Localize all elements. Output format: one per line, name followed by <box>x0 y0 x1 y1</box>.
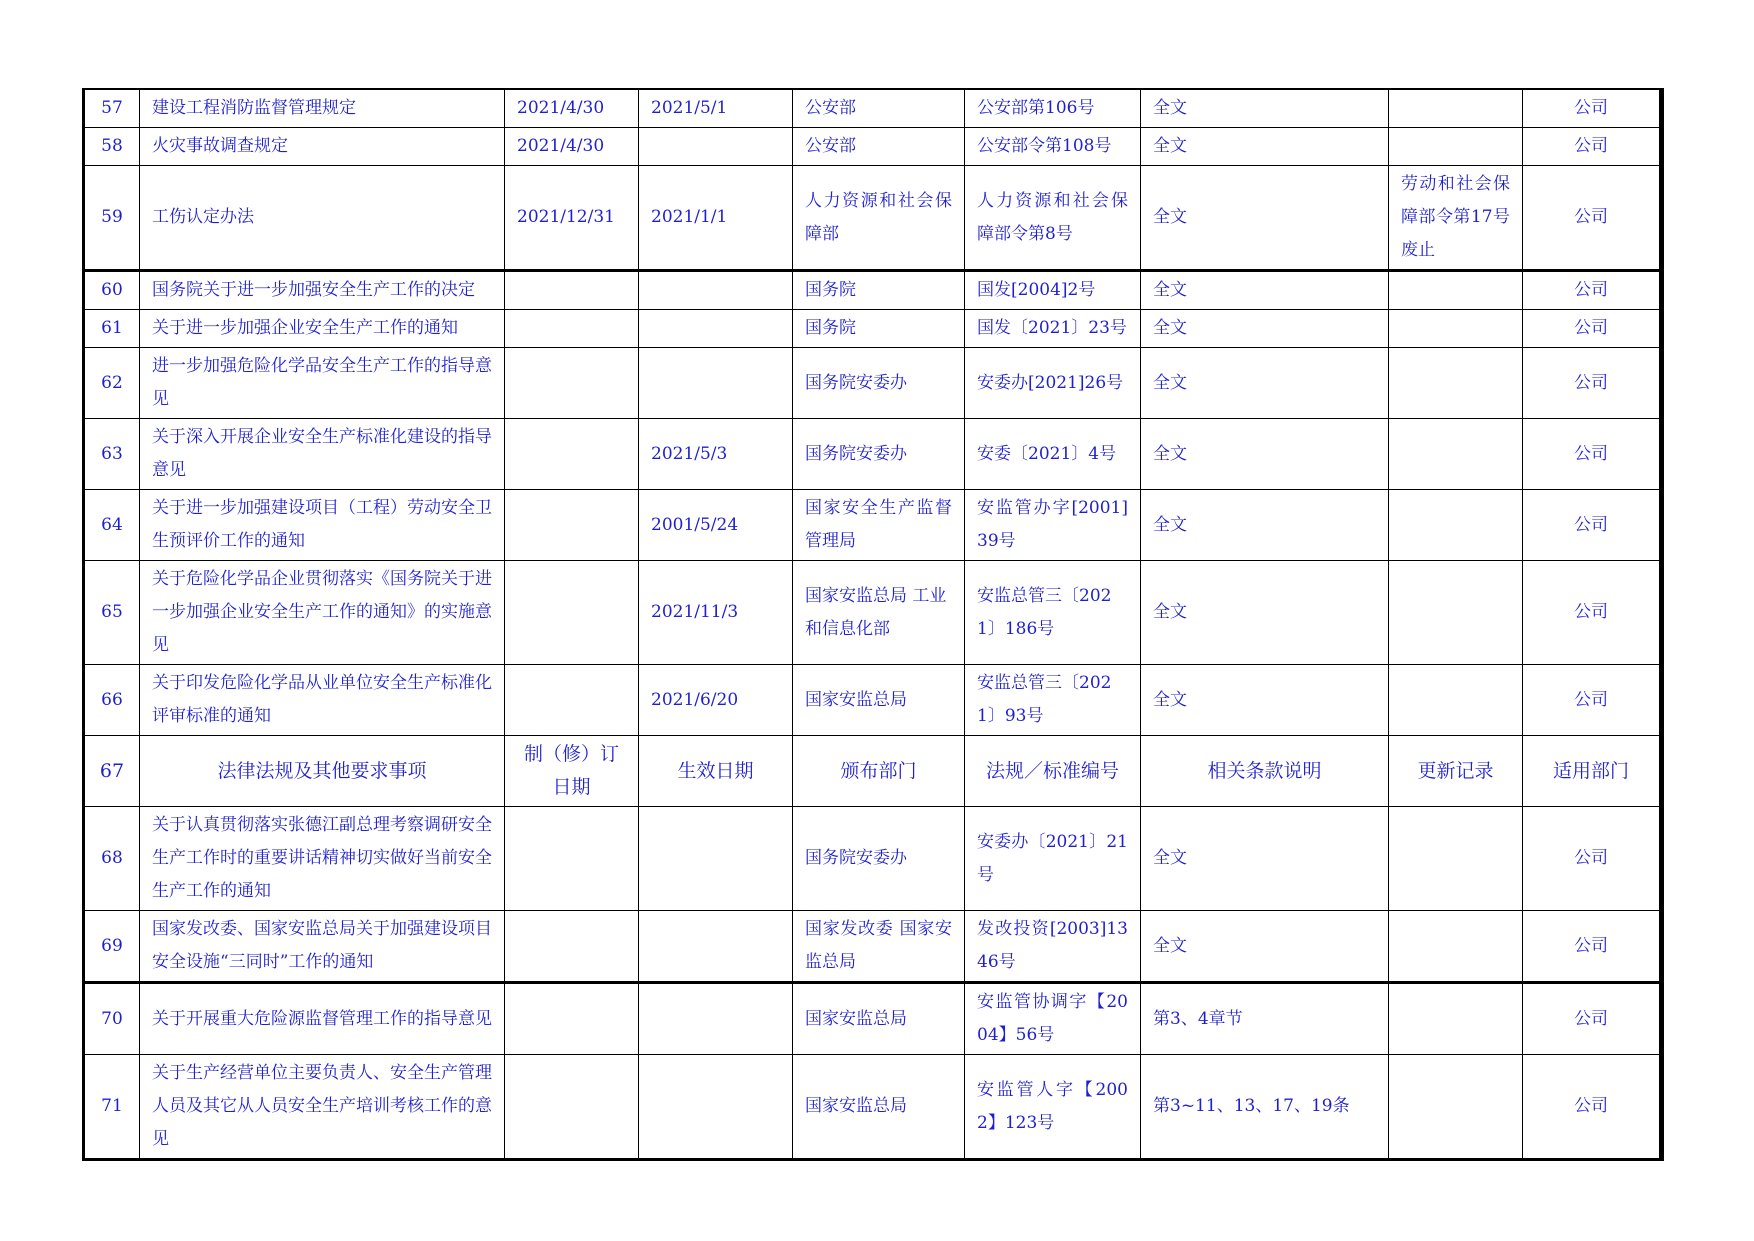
regulation-title: 关于进一步加强企业安全生产工作的通知 <box>140 310 505 348</box>
applicable-department: 公司 <box>1523 166 1662 271</box>
effective-date: 2021/5/1 <box>639 89 793 128</box>
revised-date: 2021/4/30 <box>505 128 639 166</box>
revised-date <box>505 419 639 490</box>
table-header-row <box>84 736 1662 807</box>
clause-description: 全文 <box>1141 128 1389 166</box>
row-number: 66 <box>84 665 140 736</box>
issuing-department: 国家发改委 国家安监总局 <box>793 911 965 983</box>
issuing-department: 公安部 <box>793 89 965 128</box>
clause-description: 全文 <box>1141 310 1389 348</box>
applicable-department: 公司 <box>1523 665 1662 736</box>
issuing-department: 国家安全生产监督管理局 <box>793 490 965 561</box>
applicable-department: 公司 <box>1523 1055 1662 1160</box>
effective-date: 2021/5/3 <box>639 419 793 490</box>
update-record: 劳动和社会保障部令第17号废止 <box>1389 166 1523 271</box>
revised-date <box>505 1055 639 1160</box>
revised-date <box>505 983 639 1055</box>
update-record <box>1389 665 1523 736</box>
table-row <box>84 166 1662 271</box>
revised-date <box>505 807 639 911</box>
table-row <box>84 561 1662 665</box>
update-record <box>1389 310 1523 348</box>
regulation-title: 建设工程消防监督管理规定 <box>140 89 505 128</box>
effective-date <box>639 807 793 911</box>
applicable-department: 公司 <box>1523 348 1662 419</box>
clause-description: 第3、4章节 <box>1141 983 1389 1055</box>
effective-date <box>639 1055 793 1160</box>
standard-code: 安监管人字【2002】123号 <box>965 1055 1141 1160</box>
row-number: 68 <box>84 807 140 911</box>
clause-description: 全文 <box>1141 665 1389 736</box>
table-row <box>84 89 1662 128</box>
regulation-title: 关于开展重大危险源监督管理工作的指导意见 <box>140 983 505 1055</box>
row-number: 69 <box>84 911 140 983</box>
header-effective-date: 生效日期 <box>639 736 793 807</box>
revised-date <box>505 348 639 419</box>
revised-date: 2021/4/30 <box>505 89 639 128</box>
update-record <box>1389 419 1523 490</box>
issuing-department: 国务院安委办 <box>793 419 965 490</box>
update-record <box>1389 911 1523 983</box>
effective-date: 2021/6/20 <box>639 665 793 736</box>
issuing-department: 国家安监总局 <box>793 983 965 1055</box>
table-row <box>84 807 1662 911</box>
header-clause-description: 相关条款说明 <box>1141 736 1389 807</box>
table-row <box>84 1055 1662 1160</box>
update-record <box>1389 807 1523 911</box>
standard-code: 安委办〔2021〕21号 <box>965 807 1141 911</box>
header-issuing-department: 颁布部门 <box>793 736 965 807</box>
effective-date <box>639 271 793 310</box>
row-number: 57 <box>84 89 140 128</box>
issuing-department: 国家安监总局 工业和信息化部 <box>793 561 965 665</box>
header-revised-date: 制（修）订日期 <box>505 736 639 807</box>
table-row <box>84 419 1662 490</box>
effective-date <box>639 348 793 419</box>
row-number: 65 <box>84 561 140 665</box>
revised-date: 2021/12/31 <box>505 166 639 271</box>
applicable-department: 公司 <box>1523 310 1662 348</box>
revised-date <box>505 310 639 348</box>
standard-code: 安委办[2021]26号 <box>965 348 1141 419</box>
issuing-department: 国务院 <box>793 310 965 348</box>
revised-date <box>505 665 639 736</box>
regulation-title: 关于深入开展企业安全生产标准化建设的指导意见 <box>140 419 505 490</box>
clause-description: 全文 <box>1141 807 1389 911</box>
clause-description: 第3~11、13、17、19条 <box>1141 1055 1389 1160</box>
standard-code: 国发〔2021〕23号 <box>965 310 1141 348</box>
standard-code: 安监管办字[2001]39号 <box>965 490 1141 561</box>
clause-description: 全文 <box>1141 348 1389 419</box>
effective-date <box>639 128 793 166</box>
clause-description: 全文 <box>1141 271 1389 310</box>
header-applicable-department: 适用部门 <box>1523 736 1662 807</box>
row-number: 58 <box>84 128 140 166</box>
applicable-department: 公司 <box>1523 419 1662 490</box>
effective-date: 2021/11/3 <box>639 561 793 665</box>
row-number: 61 <box>84 310 140 348</box>
update-record <box>1389 89 1523 128</box>
issuing-department: 人力资源和社会保障部 <box>793 166 965 271</box>
clause-description: 全文 <box>1141 561 1389 665</box>
table-row <box>84 128 1662 166</box>
issuing-department: 国务院 <box>793 271 965 310</box>
effective-date <box>639 983 793 1055</box>
regulation-title: 国务院关于进一步加强安全生产工作的决定 <box>140 271 505 310</box>
table-row <box>84 271 1662 310</box>
table-row <box>84 490 1662 561</box>
table-row <box>84 983 1662 1055</box>
clause-description: 全文 <box>1141 911 1389 983</box>
header-row-number: 67 <box>84 736 140 807</box>
regulation-title: 工伤认定办法 <box>140 166 505 271</box>
regulation-table-sheet <box>82 88 1660 1161</box>
row-number: 64 <box>84 490 140 561</box>
update-record <box>1389 561 1523 665</box>
effective-date: 2001/5/24 <box>639 490 793 561</box>
regulation-title: 关于认真贯彻落实张德江副总理考察调研安全生产工作时的重要讲话精神切实做好当前安全生产工作的通知 <box>140 807 505 911</box>
standard-code: 安委〔2021〕4号 <box>965 419 1141 490</box>
revised-date <box>505 490 639 561</box>
regulation-title: 火灾事故调查规定 <box>140 128 505 166</box>
applicable-department: 公司 <box>1523 983 1662 1055</box>
header-standard-code: 法规／标准编号 <box>965 736 1141 807</box>
standard-code: 国发[2004]2号 <box>965 271 1141 310</box>
table-row <box>84 310 1662 348</box>
row-number: 71 <box>84 1055 140 1160</box>
issuing-department: 国务院安委办 <box>793 807 965 911</box>
update-record <box>1389 490 1523 561</box>
issuing-department: 国务院安委办 <box>793 348 965 419</box>
update-record <box>1389 128 1523 166</box>
standard-code: 公安部第106号 <box>965 89 1141 128</box>
effective-date: 2021/1/1 <box>639 166 793 271</box>
standard-code: 安监总管三〔2021〕93号 <box>965 665 1141 736</box>
update-record <box>1389 271 1523 310</box>
standard-code: 安监总管三〔2021〕186号 <box>965 561 1141 665</box>
effective-date <box>639 911 793 983</box>
clause-description: 全文 <box>1141 166 1389 271</box>
clause-description: 全文 <box>1141 89 1389 128</box>
table-row <box>84 348 1662 419</box>
regulation-title: 关于危险化学品企业贯彻落实《国务院关于进一步加强企业安全生产工作的通知》的实施意见 <box>140 561 505 665</box>
regulation-table <box>82 88 1664 1161</box>
revised-date <box>505 561 639 665</box>
applicable-department: 公司 <box>1523 271 1662 310</box>
regulation-title: 关于生产经营单位主要负责人、安全生产管理人员及其它从人员安全生产培训考核工作的意见 <box>140 1055 505 1160</box>
table-row <box>84 911 1662 983</box>
standard-code: 发改投资[2003]1346号 <box>965 911 1141 983</box>
regulation-title: 国家发改委、国家安监总局关于加强建设项目安全设施“三同时”工作的通知 <box>140 911 505 983</box>
standard-code: 人力资源和社会保障部令第8号 <box>965 166 1141 271</box>
applicable-department: 公司 <box>1523 490 1662 561</box>
clause-description: 全文 <box>1141 419 1389 490</box>
applicable-department: 公司 <box>1523 911 1662 983</box>
header-update-record: 更新记录 <box>1389 736 1523 807</box>
regulation-title: 关于进一步加强建设项目（工程）劳动安全卫生预评价工作的通知 <box>140 490 505 561</box>
revised-date <box>505 271 639 310</box>
row-number: 62 <box>84 348 140 419</box>
row-number: 63 <box>84 419 140 490</box>
issuing-department: 国家安监总局 <box>793 665 965 736</box>
clause-description: 全文 <box>1141 490 1389 561</box>
issuing-department: 国家安监总局 <box>793 1055 965 1160</box>
applicable-department: 公司 <box>1523 89 1662 128</box>
update-record <box>1389 1055 1523 1160</box>
revised-date <box>505 911 639 983</box>
update-record <box>1389 983 1523 1055</box>
regulation-title: 进一步加强危险化学品安全生产工作的指导意见 <box>140 348 505 419</box>
regulation-title: 关于印发危险化学品从业单位安全生产标准化评审标准的通知 <box>140 665 505 736</box>
row-number: 70 <box>84 983 140 1055</box>
row-number: 59 <box>84 166 140 271</box>
effective-date <box>639 310 793 348</box>
applicable-department: 公司 <box>1523 807 1662 911</box>
standard-code: 安监管协调字【2004】56号 <box>965 983 1141 1055</box>
applicable-department: 公司 <box>1523 128 1662 166</box>
header-title: 法律法规及其他要求事项 <box>140 736 505 807</box>
table-row <box>84 665 1662 736</box>
update-record <box>1389 348 1523 419</box>
applicable-department: 公司 <box>1523 561 1662 665</box>
row-number: 60 <box>84 271 140 310</box>
issuing-department: 公安部 <box>793 128 965 166</box>
standard-code: 公安部令第108号 <box>965 128 1141 166</box>
